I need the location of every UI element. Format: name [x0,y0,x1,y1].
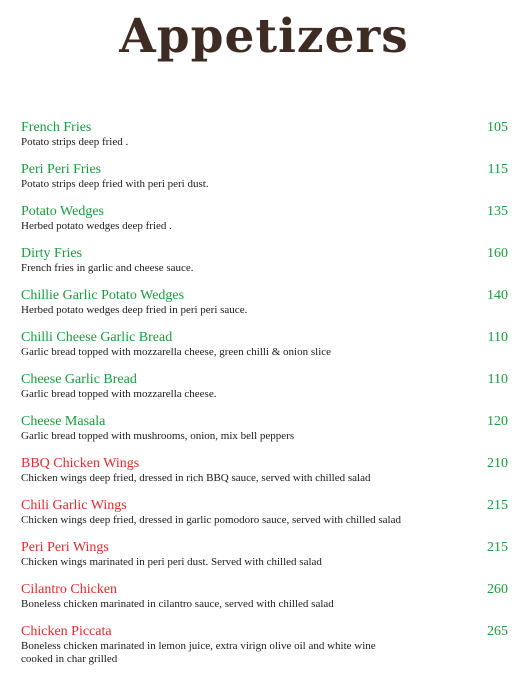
menu-item-description: Potato strips deep fried . [21,136,129,148]
page-title: Appetizers [119,9,409,64]
menu-item-name: Cheese Masala [21,414,106,429]
menu-item-description: Boneless chicken marinated in cilantro sauce, served with chilled salad [21,598,334,610]
menu-item-price: 110 [487,372,508,387]
menu-item-name: Chili Garlic Wings [21,498,127,513]
menu-item-price: 110 [487,330,508,345]
menu-item [21,245,508,287]
menu-item-price: 260 [487,582,508,597]
menu-item-name: Potato Wedges [21,204,104,219]
menu-item-name: French Fries [21,120,92,135]
menu-item-price: 160 [487,246,508,261]
menu-item-price: 140 [487,288,508,303]
menu-item-description: Chicken wings marinated in peri peri dust. Served with chilled salad [21,556,322,568]
menu-item-name: Chicken Piccata [21,624,112,639]
menu-item-price: 135 [487,204,508,219]
menu-item-description: Boneless chicken marinated in lemon juice, extra virign olive oil and white wine cooked in char grilled [21,640,376,665]
menu-item-name: Peri Peri Wings [21,540,109,555]
menu-item-price: 105 [487,120,508,135]
menu-item-name: Chilli Cheese Garlic Bread [21,330,173,345]
menu-item-name: Peri Peri Fries [21,162,102,177]
menu-item [21,119,508,161]
menu-item [21,413,508,455]
menu-item-description: Garlic bread topped with mozzarella cheese, green chilli & onion slice [21,346,332,358]
menu-item-name: Dirty Fries [21,246,83,261]
menu-item-price: 115 [487,162,508,177]
menu-item [21,497,508,539]
menu-item-description: Chicken wings deep fried, dressed in rich BBQ sauce, served with chilled salad [21,472,371,484]
menu-item-description: French fries in garlic and cheese sauce. [21,262,194,274]
menu-item [21,581,508,623]
menu-item-price: 210 [487,456,508,471]
menu-item-description: Chicken wings deep fried, dressed in garlic pomodoro sauce, served with chilled salad [21,514,401,526]
menu-item-price: 265 [487,624,508,639]
menu-item-price: 120 [487,414,508,429]
menu-item-name: Chillie Garlic Potato Wedges [21,288,185,303]
menu-item-description: Garlic bread topped with mozzarella cheese. [21,388,217,400]
menu-list [21,119,508,665]
menu-item [21,455,508,497]
menu-item [21,329,508,371]
menu-item-description: Herbed potato wedges deep fried in peri peri sauce. [21,304,248,316]
menu-item [21,371,508,413]
menu-item-name: Cilantro Chicken [21,582,118,597]
menu-item-description: Garlic bread topped with mushrooms, onion, mix bell peppers [21,430,295,442]
menu-item-description: Potato strips deep fried with peri peri dust. [21,178,209,190]
menu-item-description: Herbed potato wedges deep fried . [21,220,172,232]
menu-item-name: Cheese Garlic Bread [21,372,137,387]
menu-item [21,623,508,665]
menu-item [21,539,508,581]
menu-item [21,203,508,245]
menu-item [21,161,508,203]
menu-item-name: BBQ Chicken Wings [21,456,140,471]
menu-item-price: 215 [487,540,508,555]
menu-item [21,287,508,329]
menu-item-price: 215 [487,498,508,513]
